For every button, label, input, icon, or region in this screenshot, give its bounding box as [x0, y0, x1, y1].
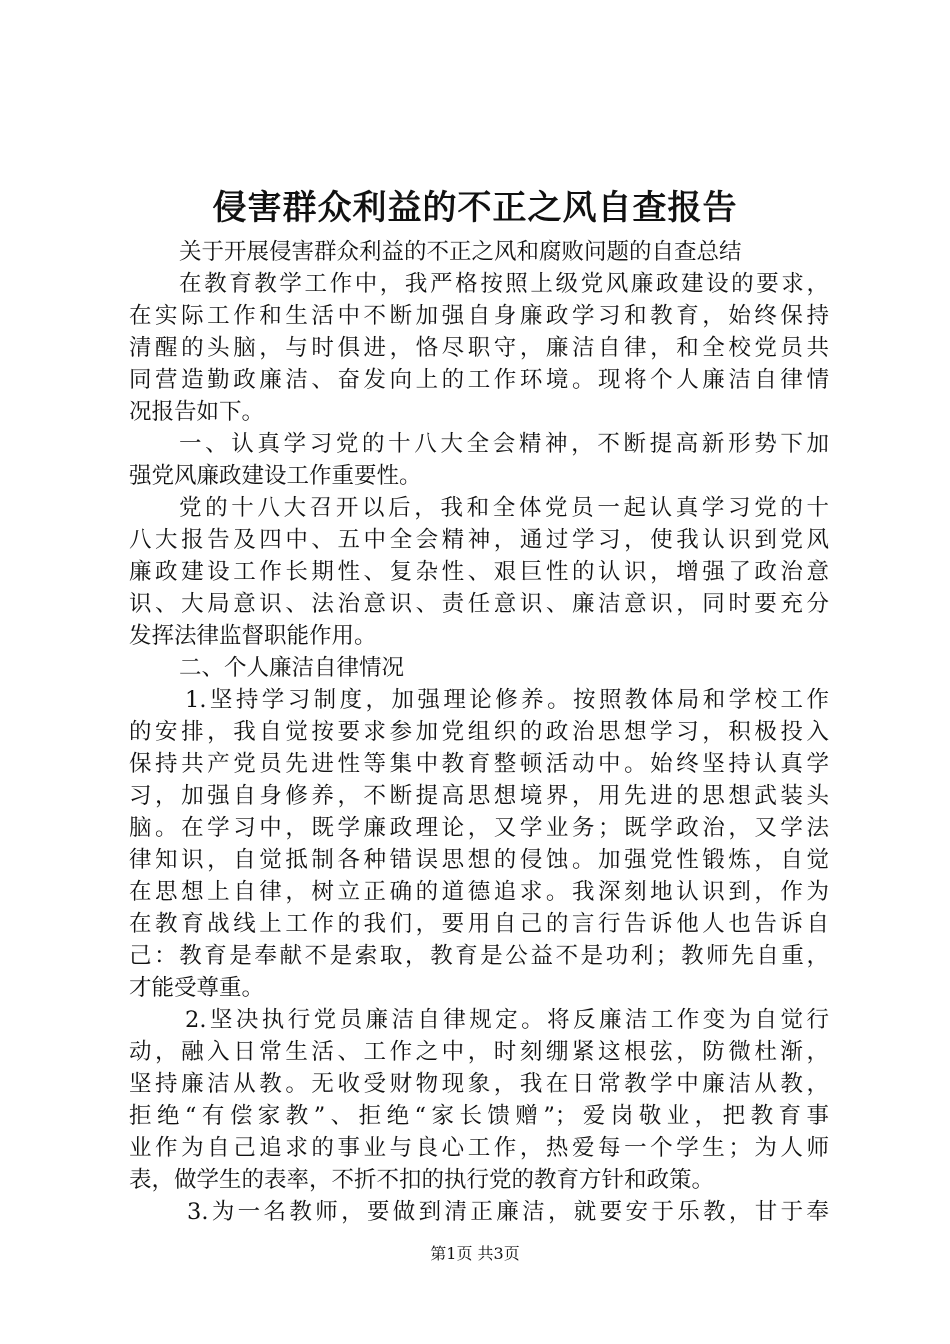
- paragraph-line: 动，融入日常生活、工作之中，时刻绷紧这根弦，防微杜渐，: [129, 1039, 829, 1065]
- section-heading-line: 一、认真学习党的十八大全会精神，不断提高新形势下加: [179, 431, 829, 457]
- paragraph-line: 同营造勤政廉洁、奋发向上的工作环境。现将个人廉洁自律情: [129, 367, 829, 393]
- paragraph-line: 在教育战线上工作的我们，要用自己的言行告诉他人也告诉自: [129, 911, 829, 937]
- paragraph-line: 习，加强自身修养，不断提高思想境界，用先进的思想武装头: [129, 783, 829, 809]
- document-body: [129, 236, 829, 1228]
- paragraph-line: 业作为自己追求的事业与良心工作，热爱每一个学生；为人师: [129, 1135, 829, 1161]
- paragraph-line: 才能受尊重。: [129, 975, 265, 1001]
- section-heading-line: 二、个人廉洁自律情况: [179, 655, 405, 681]
- paragraph-line: 己：教育是奉献不是索取，教育是公益不是功利；教师先自重，: [129, 943, 829, 969]
- paragraph-line: 在思想上自律，树立正确的道德追求。我深刻地认识到，作为: [129, 879, 829, 905]
- page-footer: 第1页 共3页: [430, 1244, 520, 1263]
- paragraph-line: 表，做学生的表率，不折不扣的执行党的教育方针和政策。: [129, 1167, 715, 1193]
- paragraph-line: 况报告如下。: [129, 399, 265, 425]
- paragraph-line: 脑。在学习中，既学廉政理论，又学业务；既学政治，又学法: [129, 815, 829, 841]
- paragraph-line: 识、大局意识、法治意识、责任意识、廉洁意识，同时要充分: [129, 591, 829, 617]
- paragraph-line: 党的十八大召开以后，我和全体党员一起认真学习党的十: [179, 495, 829, 521]
- paragraph-line: 廉政建设工作长期性、复杂性、艰巨性的认识，增强了政治意: [129, 559, 829, 585]
- paragraph-line: 在实际工作和生活中不断加强自身廉政学习和教育，始终保持: [129, 303, 829, 329]
- paragraph-line: 在教育教学工作中，我严格按照上级党风廉政建设的要求，: [179, 271, 829, 297]
- paragraph-line: 八大报告及四中、五中全会精神，通过学习，使我认识到党风: [129, 527, 829, 553]
- paragraph-line: 1.坚持学习制度，加强理论修养。按照教体局和学校工作: [185, 687, 829, 713]
- paragraph-line: 坚持廉洁从教。无收受财物现象，我在日常教学中廉洁从教，: [129, 1071, 829, 1097]
- paragraph-line: 保持共产党员先进性等集中教育整顿活动中。始终坚持认真学: [129, 751, 829, 777]
- paragraph-line: 2.坚决执行党员廉洁自律规定。将反廉洁工作变为自觉行: [185, 1007, 829, 1033]
- subtitle-line: 关于开展侵害群众利益的不正之风和腐败问题的自查总结: [179, 239, 742, 265]
- paragraph-line: 清醒的头脑，与时俱进，恪尽职守，廉洁自律，和全校党员共: [129, 335, 829, 361]
- paragraph-line: 的安排，我自觉按要求参加党组织的政治思想学习，积极投入: [129, 719, 829, 745]
- paragraph-line: 律知识，自觉抵制各种错误思想的侵蚀。加强党性锻炼，自觉: [129, 847, 829, 873]
- document-title: 侵害群众利益的不正之风自查报告: [212, 188, 738, 228]
- section-heading-line: 强党风廉政建设工作重要性。: [129, 463, 422, 489]
- paragraph-line: 3.为一名教师，要做到清正廉洁，就要安于乐教，甘于奉: [187, 1199, 829, 1225]
- paragraph-line: 发挥法律监督职能作用。: [129, 623, 377, 649]
- paragraph-line: 拒绝“有偿家教”、拒绝“家长馈赠”；爱岗敬业，把教育事: [129, 1103, 829, 1129]
